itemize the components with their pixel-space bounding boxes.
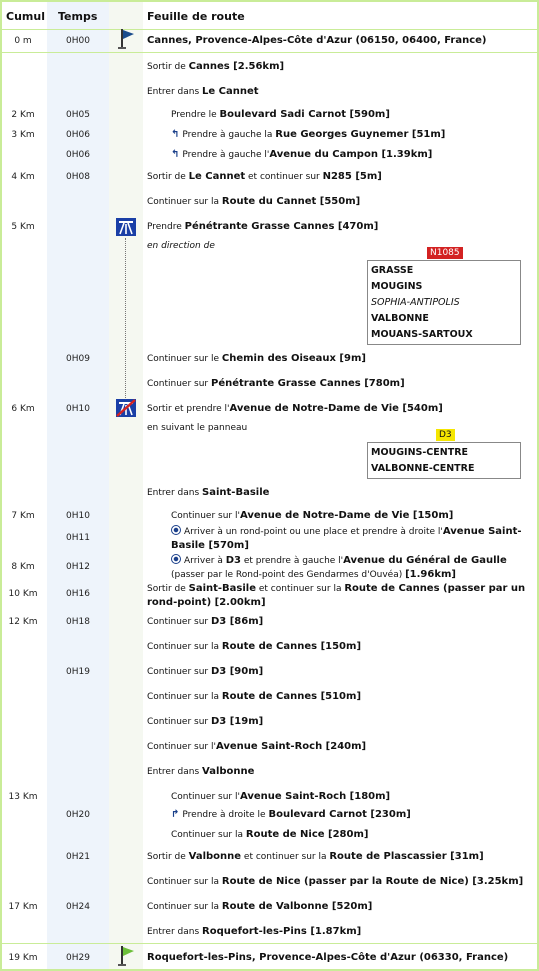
step-verb: Prendre à gauche la: [182, 130, 276, 140]
turn-arrow-icon: ↱: [171, 809, 180, 820]
step-road: Cannes: [188, 61, 230, 72]
step-road: Saint-Basile: [202, 487, 270, 498]
step-instruction: [147, 740, 533, 754]
step-road: Route de Cannes: [221, 691, 318, 702]
step-verb: Sortir de: [147, 584, 189, 594]
step-instruction: [147, 582, 533, 610]
sign-item: SOPHIA-ANTIPOLIS: [371, 297, 460, 308]
step-connector: et continuer sur: [245, 172, 323, 182]
step-distance: [470m]: [334, 221, 379, 232]
step-instruction: [147, 402, 533, 416]
step-instruction: [147, 640, 533, 654]
step-road: Avenue de Notre-Dame de Vie: [229, 403, 399, 414]
step-instruction: [171, 509, 533, 523]
step-verb: Continuer sur la: [147, 692, 222, 702]
step-road: N285: [322, 171, 352, 182]
step-distance: [590m]: [346, 109, 390, 120]
step-instruction: [171, 128, 533, 142]
roundabout1-temps: 0H11: [66, 533, 90, 543]
step-temps: 0H10: [66, 511, 90, 521]
step-distance: [180m]: [346, 791, 391, 802]
step-road: Route de Nice: [245, 829, 325, 840]
roundabout2-cumul: 8 Km: [11, 562, 35, 572]
step-instruction: [147, 85, 533, 99]
step-road: Avenue Saint-Roch: [215, 741, 323, 752]
header-temps: Temps: [58, 10, 98, 23]
step-verb: Entrer dans: [147, 488, 203, 498]
step-road: Valbonne: [202, 766, 255, 777]
icon-column: [109, 2, 143, 969]
step-instruction: [171, 148, 533, 162]
step-distance: [1.87km]: [306, 926, 362, 937]
start-temps: 0H00: [66, 36, 90, 46]
step-road: Route de Plascassier: [329, 851, 447, 862]
step-distance: [240m]: [322, 741, 367, 752]
step-road: Chemin des Oiseaux: [221, 353, 336, 364]
step-verb: Continuer sur: [147, 717, 211, 727]
step-road: Le Cannet: [188, 171, 246, 182]
step-verb: Entrer dans: [147, 87, 203, 97]
step-verb: Prendre à gauche l': [182, 150, 270, 160]
step-distance: [520m]: [328, 901, 373, 912]
step-verb: Continuer sur l': [171, 511, 240, 521]
step-distance: [510m]: [317, 691, 362, 702]
step-verb: Prendre à droite le: [182, 810, 269, 820]
step-cumul: 4 Km: [11, 172, 35, 182]
step-temps: 0H20: [66, 810, 90, 820]
step-instruction: [147, 60, 533, 74]
step-instruction: [147, 195, 533, 209]
step-cumul: 17 Km: [8, 902, 38, 912]
step-distance: [51m]: [408, 129, 446, 140]
step-distance: [150m]: [317, 641, 362, 652]
step-temps: 0H10: [66, 404, 90, 414]
step-verb: Prendre le: [171, 110, 220, 120]
direction2-label: en suivant le panneau: [147, 423, 248, 433]
direction1-sign: [367, 260, 521, 345]
sign-item: VALBONNE: [371, 313, 429, 324]
step-distance: [9m]: [335, 353, 366, 364]
step-instruction: [147, 170, 533, 184]
step-verb: Sortir de: [147, 172, 189, 182]
direction1-label: en direction de: [147, 241, 215, 251]
step-instruction: [147, 486, 533, 500]
step-road: Route de Cannes: [344, 583, 440, 594]
motorway-exit-icon: [116, 399, 136, 417]
step-instruction: [147, 615, 533, 629]
step-road: Rue Georges Guynemer: [275, 129, 409, 140]
motorway-icon: [116, 218, 136, 236]
step-connector: et continuer sur la: [256, 584, 345, 594]
step-instruction: [147, 765, 533, 779]
step-verb: Continuer sur la: [147, 877, 222, 887]
step-temps: 0H05: [66, 110, 90, 120]
step-instruction: [171, 108, 533, 122]
step-road: Le Cannet: [202, 86, 259, 97]
step-verb: Continuer sur: [147, 617, 211, 627]
step-road: Valbonne: [188, 851, 242, 862]
step-verb: Continuer sur la: [147, 197, 222, 207]
direction2-sign: [367, 442, 521, 479]
radio-bullet-icon: [171, 525, 181, 535]
roundabout1-instruction: Arriver à un rond-point ou une place et prendre à droite l'Avenue Saint-Basile [570m]: [171, 526, 522, 551]
step-road: Route de Nice: [221, 876, 301, 887]
step-instruction: [147, 220, 533, 234]
step-road: Route de Valbonne: [221, 901, 329, 912]
step-cumul: 5 Km: [11, 222, 35, 232]
step-road: Avenue du Campon: [269, 149, 378, 160]
step-distance: [550m]: [316, 196, 361, 207]
step-verb: Continuer sur la: [147, 902, 222, 912]
step-verb: Continuer sur la: [147, 642, 222, 652]
step-road: Boulevard Sadi Carnot: [219, 109, 346, 120]
step-verb: Continuer sur: [147, 667, 211, 677]
step-temps: 0H18: [66, 617, 90, 627]
cumul-column: [2, 2, 47, 969]
step-distance: [90m]: [226, 666, 264, 677]
step-distance: [86m]: [226, 616, 264, 627]
step-distance: (passer par la Route de Nice) [3.25km]: [300, 876, 524, 887]
step-road: Pénétrante Grasse Cannes: [210, 378, 361, 389]
sign-item: MOUGINS: [371, 281, 423, 292]
step-temps: 0H06: [66, 150, 90, 160]
header-divider: [2, 29, 537, 30]
header-feuille: Feuille de route: [147, 10, 245, 23]
step-cumul: 6 Km: [11, 404, 35, 414]
turn-arrow-icon: ↰: [171, 149, 180, 160]
step-road: Route du Cannet: [221, 196, 317, 207]
step-road: Roquefort-les-Pins: [202, 926, 307, 937]
sign-item: VALBONNE-CENTRE: [371, 463, 475, 474]
step-temps: 0H19: [66, 667, 90, 677]
end-temps: 0H29: [66, 953, 90, 963]
start-cumul: 0 m: [14, 36, 32, 46]
step-verb: Entrer dans: [147, 927, 203, 937]
step-distance: (passer par un rond-point) [2.00km]: [147, 583, 526, 608]
step-connector: et continuer sur la: [241, 852, 330, 862]
step-verb: Sortir de: [147, 62, 189, 72]
step-temps: 0H08: [66, 172, 90, 182]
step-instruction: [171, 808, 533, 822]
step-instruction: [171, 790, 533, 804]
step-temps: 0H09: [66, 354, 90, 364]
roundabout2-temps: 0H12: [66, 562, 90, 572]
turn-arrow-icon: ↰: [171, 129, 180, 140]
step-cumul: 12 Km: [8, 617, 38, 627]
step-temps: 0H06: [66, 130, 90, 140]
step-instruction: [171, 828, 533, 842]
step-temps: 0H16: [66, 589, 90, 599]
step-distance: [5m]: [351, 171, 382, 182]
step-distance: [1.39km]: [377, 149, 433, 160]
step-distance: [31m]: [446, 851, 484, 862]
direction1-road-tag: N1085: [427, 247, 463, 259]
step-road: D3: [210, 666, 227, 677]
step-cumul: 2 Km: [11, 110, 35, 120]
end-divider: [2, 943, 537, 944]
step-road: Saint-Basile: [188, 583, 257, 594]
step-instruction: [147, 352, 533, 366]
step-instruction: [147, 850, 533, 864]
motorway-dotted-line: [125, 238, 126, 398]
step-distance: [780m]: [360, 378, 405, 389]
step-verb: Continuer sur la: [171, 830, 246, 840]
step-verb: Continuer sur: [147, 379, 211, 389]
sign-item: MOUANS-SARTOUX: [371, 329, 473, 340]
step-distance: [19m]: [226, 716, 264, 727]
step-instruction: [147, 715, 533, 729]
step-temps: 0H21: [66, 852, 90, 862]
step-verb: Continuer sur l': [171, 792, 240, 802]
step-verb: Entrer dans: [147, 767, 203, 777]
step-instruction: [147, 377, 533, 391]
roundabout2-instruction: Arriver à D3 et prendre à gauche l'Avenue du Général de Gaulle (passer par le Rond-point des Gendarmes d'Ouvéa) [1.96km]: [171, 555, 507, 580]
step-road: Avenue de Notre-Dame de Vie: [239, 510, 410, 521]
step-verb: Continuer sur l': [147, 742, 216, 752]
sign-item: GRASSE: [371, 265, 414, 276]
step-distance: [280m]: [324, 829, 369, 840]
radio-bullet-icon: [171, 554, 181, 564]
step-cumul: 13 Km: [8, 792, 38, 802]
step-instruction: [147, 925, 533, 939]
step-road: Avenue Saint-Roch: [239, 791, 347, 802]
step-instruction: [147, 690, 533, 704]
start-flag-icon: [116, 28, 136, 50]
step-road: D3: [210, 716, 227, 727]
sign-item: MOUGINS-CENTRE: [371, 447, 469, 458]
start-divider: [2, 52, 537, 53]
step-road: Route de Cannes: [221, 641, 318, 652]
step-distance: [150m]: [409, 510, 454, 521]
step-instruction: [147, 665, 533, 679]
step-temps: 0H24: [66, 902, 90, 912]
step-cumul: 7 Km: [11, 511, 35, 521]
step-distance: [540m]: [398, 403, 443, 414]
step-cumul: 3 Km: [11, 130, 35, 140]
step-verb: Continuer sur le: [147, 354, 222, 364]
step-cumul: 10 Km: [8, 589, 38, 599]
step-instruction: [147, 875, 533, 889]
step-road: Pénétrante Grasse Cannes: [184, 221, 335, 232]
direction2-road-tag: D3: [436, 429, 455, 441]
temps-column: [47, 2, 109, 969]
end-flag-icon: [116, 945, 136, 967]
step-distance: [2.56km]: [229, 61, 285, 72]
end-cumul: 19 Km: [8, 953, 38, 963]
start-location: Cannes, Provence-Alpes-Côte d'Azur (06150, 06400, France): [147, 35, 487, 46]
step-distance: [230m]: [366, 809, 411, 820]
step-verb: Sortir de: [147, 852, 189, 862]
step-verb: Sortir et prendre l': [147, 404, 230, 414]
step-instruction: [147, 900, 533, 914]
step-verb: Prendre: [147, 222, 185, 232]
header-cumul: Cumul: [6, 10, 45, 23]
end-location: Roquefort-les-Pins, Provence-Alpes-Côte d'Azur (06330, France): [147, 952, 509, 963]
step-road: D3: [210, 616, 227, 627]
step-road: Boulevard Carnot: [268, 809, 367, 820]
